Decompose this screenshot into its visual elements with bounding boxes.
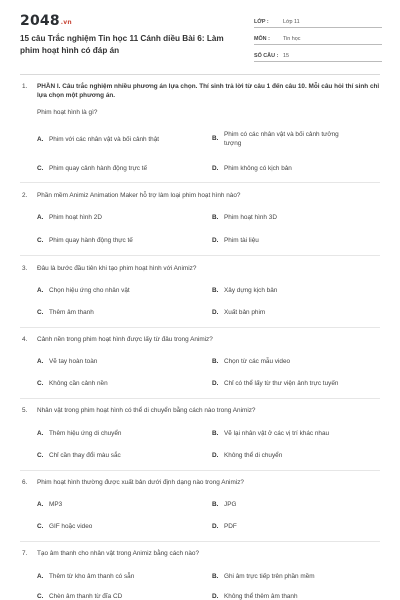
- option-letter: C.: [37, 380, 44, 387]
- option-text: Phim quay hành động thực tế: [49, 237, 133, 244]
- option-d[interactable]: [212, 522, 237, 531]
- option-text: Phim hoạt hình 2D: [49, 214, 102, 221]
- option-letter: C.: [37, 309, 44, 316]
- grade-label: LỚP :: [254, 19, 269, 25]
- option-text: Phim có các nhân vật và bối cảnh tưởng tượng: [224, 131, 339, 147]
- option-letter: A.: [37, 573, 44, 580]
- option-d[interactable]: [212, 236, 259, 245]
- option-text: Chỉ có thể lấy từ thư viện ảnh trực tuyến: [224, 380, 339, 387]
- option-letter: D.: [212, 309, 219, 316]
- option-a[interactable]: [37, 135, 167, 144]
- option-text: Chỉ cần thay đổi màu sắc: [49, 452, 121, 459]
- option-text: Không cần cảnh nền: [49, 380, 108, 387]
- grade-row: [254, 13, 382, 28]
- question-stem: Cảnh nền trong phim hoạt hình được lấy từ đâu trong Animiz?: [37, 336, 213, 343]
- option-text: Chèn âm thanh từ đĩa CD: [49, 593, 123, 600]
- question-divider: [20, 327, 380, 328]
- option-text: Thêm hiệu ứng di chuyển: [49, 430, 122, 437]
- option-text: Xây dựng kịch bản: [224, 287, 278, 294]
- option-b[interactable]: [212, 357, 290, 366]
- option-text: Xuất bản phim: [224, 309, 266, 316]
- question-number: 4.: [22, 336, 28, 343]
- option-letter: B.: [212, 214, 219, 221]
- option-text: Phim tài liệu: [224, 237, 259, 244]
- question-number: 6.: [22, 479, 28, 486]
- question-number: 5.: [22, 407, 28, 414]
- option-letter: C.: [37, 593, 44, 600]
- site-logo[interactable]: [20, 13, 72, 29]
- option-text: Vẽ lại nhân vật ở các vị trí khác nhau: [224, 430, 330, 437]
- option-c[interactable]: [37, 451, 121, 460]
- option-text: Phim với các nhân vật và bối cảnh thật: [49, 136, 160, 143]
- question-stem: Đâu là bước đầu tiên khi tạo phim hoạt hình với Animiz?: [37, 265, 197, 272]
- option-letter: C.: [37, 523, 44, 530]
- option-letter: D.: [212, 593, 219, 600]
- page-title: 15 câu Trắc nghiệm Tin học 11 Cánh diều Bài 6: Làm phim hoạt hình có đáp án: [20, 34, 224, 55]
- grade-value: Lớp 11: [283, 19, 300, 25]
- option-text: Thêm từ kho âm thanh có sẵn: [49, 573, 135, 580]
- option-letter: D.: [212, 165, 219, 172]
- option-letter: A.: [37, 501, 44, 508]
- question-divider: [20, 398, 380, 399]
- option-letter: B.: [212, 501, 219, 508]
- question-count-label: SỐ CÂU :: [254, 53, 279, 59]
- option-a[interactable]: [37, 357, 97, 366]
- subject-row: [254, 30, 382, 45]
- option-text: MP3: [49, 501, 63, 508]
- option-c[interactable]: [37, 522, 92, 531]
- option-b[interactable]: [212, 213, 277, 222]
- option-letter: C.: [37, 165, 44, 172]
- logo-suffix: .vn: [60, 19, 72, 26]
- section-instruction: PHẦN I. Câu trắc nghiệm nhiều phương án lựa chọn. Thí sinh trả lời từ câu 1 đến câu 10. Mỗi câu hỏi thí sinh chỉ lựa chọn một phương án.: [37, 83, 380, 99]
- option-d[interactable]: [212, 379, 338, 388]
- option-text: Ghi âm trực tiếp trên phần mềm: [224, 573, 315, 580]
- option-c[interactable]: [37, 592, 122, 600]
- question-stem: Phần mềm Animiz Animation Maker hỗ trợ làm loại phim hoạt hình nào?: [37, 192, 241, 199]
- question-stem: Phim hoạt hình thường được xuất bản dưới định dạng nào trong Animiz?: [37, 479, 244, 486]
- option-a[interactable]: [37, 500, 62, 509]
- option-c[interactable]: [37, 308, 94, 317]
- option-text: Không thể di chuyển: [224, 452, 283, 459]
- option-letter: A.: [37, 136, 44, 143]
- question-stem: Tạo âm thanh cho nhân vật trong Animiz bằng cách nào?: [37, 550, 200, 557]
- option-letter: A.: [37, 214, 44, 221]
- option-d[interactable]: [212, 451, 282, 460]
- question-count-value: 15: [283, 53, 289, 59]
- option-letter: A.: [37, 287, 44, 294]
- option-text: JPG: [224, 501, 237, 508]
- question-divider: [20, 182, 380, 183]
- option-b[interactable]: [212, 429, 329, 438]
- option-c[interactable]: [37, 379, 108, 388]
- option-text: Chọn từ các mẫu video: [224, 358, 291, 365]
- option-text: Phim quay cảnh hành động trực tế: [49, 165, 148, 172]
- subject-value: Tin học: [283, 36, 301, 42]
- question-divider: [20, 541, 380, 542]
- option-a[interactable]: [37, 213, 102, 222]
- option-b[interactable]: [212, 130, 342, 148]
- option-letter: B.: [212, 135, 219, 142]
- option-d[interactable]: [212, 308, 265, 317]
- option-c[interactable]: [37, 236, 133, 245]
- document-header: [0, 0, 400, 78]
- option-letter: C.: [37, 452, 44, 459]
- question-count-row: [254, 47, 382, 62]
- option-text: PDF: [224, 523, 237, 530]
- option-text: Vẽ tay hoàn toàn: [49, 358, 98, 365]
- question-number: 2.: [22, 192, 28, 199]
- option-d[interactable]: [212, 592, 298, 600]
- option-letter: D.: [212, 523, 219, 530]
- question-1-stem: Phim hoạt hình là gì?: [37, 109, 98, 116]
- option-b[interactable]: [212, 572, 315, 581]
- option-letter: D.: [212, 452, 219, 459]
- question-number: 1.: [22, 83, 28, 90]
- option-text: GIF hoặc video: [49, 523, 93, 530]
- option-letter: C.: [37, 237, 44, 244]
- question-stem: Nhân vật trong phim hoạt hình có thể di chuyển bằng cách nào trong Animiz?: [37, 407, 256, 414]
- subject-label: MÔN :: [254, 36, 270, 42]
- question-number: 7.: [22, 550, 28, 557]
- option-letter: B.: [212, 287, 219, 294]
- question-divider: [20, 255, 380, 256]
- option-b[interactable]: [212, 500, 236, 509]
- option-text: Phim hoạt hình 3D: [224, 214, 277, 221]
- option-d[interactable]: [212, 164, 292, 173]
- option-text: Không thể thêm âm thanh: [224, 593, 298, 600]
- option-letter: B.: [212, 430, 219, 437]
- option-letter: D.: [212, 237, 219, 244]
- logo-text: 2048: [20, 13, 60, 29]
- option-c[interactable]: [37, 164, 147, 173]
- option-letter: D.: [212, 380, 219, 387]
- option-letter: B.: [212, 358, 219, 365]
- option-letter: B.: [212, 573, 219, 580]
- option-text: Chọn hiệu ứng cho nhân vật: [49, 287, 130, 294]
- option-b[interactable]: [212, 286, 277, 295]
- option-text: Thêm âm thanh: [49, 309, 94, 316]
- question-number: 3.: [22, 265, 28, 272]
- header-divider: [20, 74, 380, 75]
- option-letter: A.: [37, 430, 44, 437]
- option-a[interactable]: [37, 429, 122, 438]
- option-a[interactable]: [37, 572, 134, 581]
- option-text: Phim không có kịch bản: [224, 165, 292, 172]
- option-a[interactable]: [37, 286, 130, 295]
- option-letter: A.: [37, 358, 44, 365]
- question-divider: [20, 470, 380, 471]
- info-box: [254, 13, 382, 64]
